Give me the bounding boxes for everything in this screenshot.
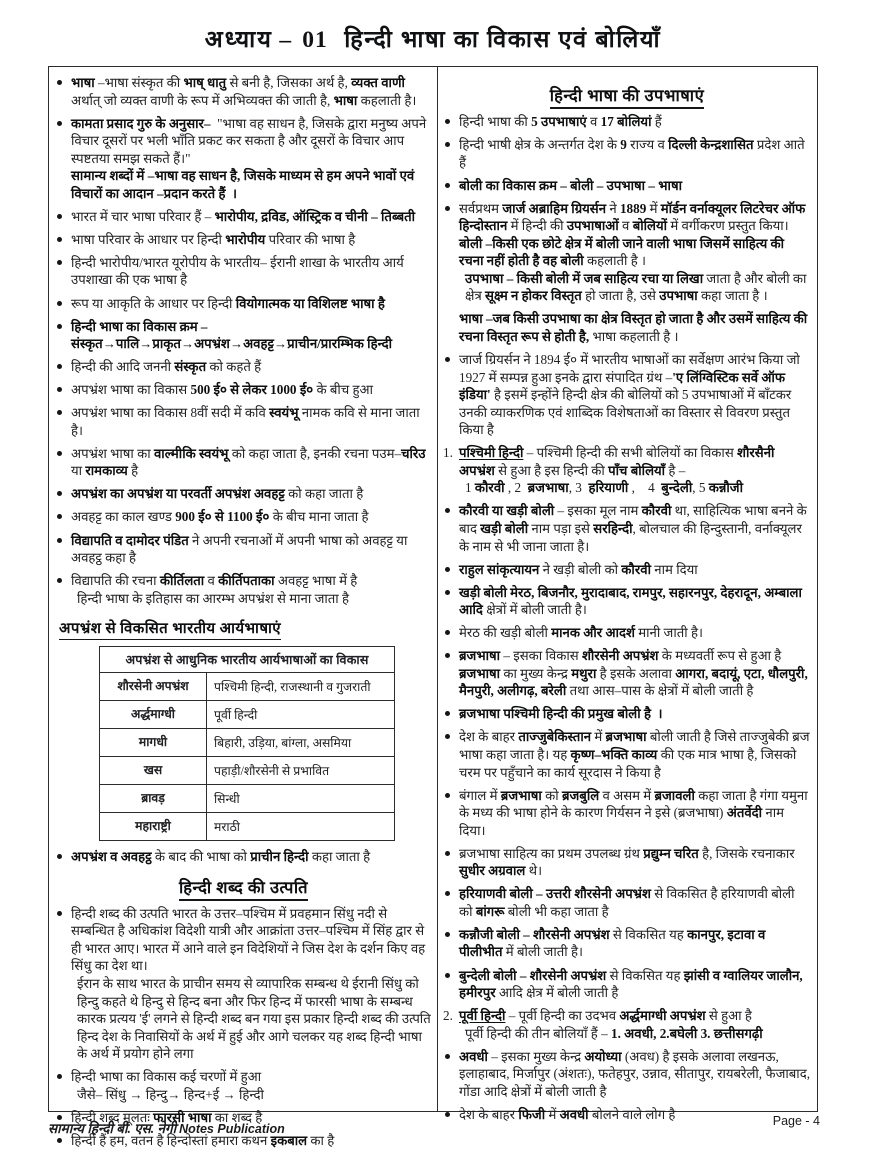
table-cell-source: ब्रावड़ [100, 785, 207, 813]
list-item: देश के बाहर ताज्जुबेकिस्तान में ब्रजभाषा बोली जाती है जिसे ताज्जुबेकी ब्रज भाषा कहा जाता है। यह कृष्ण–भक्ति काव्य की एक मात्र भाषा है, जिसको चरम पर पहुँचाने का कार्य सूरदास ने किया है [443, 728, 811, 781]
definition-bhasha: भाषा –जब किसी उपभाषा का क्षेत्र विस्तृत हो जाता है और उसमें साहित्य की रचना विस्तृत रूप से होती है, भाषा कहलाती है । [459, 311, 808, 345]
list-item-continuation: हिन्दी भाषा के इतिहास का आरम्भ अपभ्रंश से माना जाता है [77, 590, 350, 606]
table-cell-result: बिहारी, उड़िया, बांग्ला, असमिया [207, 729, 395, 757]
list-item: मेरठ की खड़ी बोली मानक और आदर्श मानी जाती है। [443, 624, 811, 642]
footer-credit-hindi: सामान्य हिन्दी बी. एस. नेगी [48, 1121, 177, 1136]
term-bhasha: भाषा [71, 75, 95, 90]
list-item: भारत में चार भाषा परिवार हैं – भारोपीय, द्रविड, ऑस्ट्रिक व चीनी – तिब्बती [55, 208, 432, 226]
list-item: बुन्देली बोली – शौरसेनी अपभ्रंश से विकसित यह झांसी व ग्वालियर जालौन, हमीरपुर आदि क्षेत्र में बोली जाती है [443, 967, 811, 1002]
table-cell-source: मागधी [100, 729, 207, 757]
list-item: राहुल सांकृत्यायन ने खड़ी बोली को कौरवी नाम दिया [443, 561, 811, 579]
list-item: ब्रजभाषा पश्चिमी हिन्दी की प्रमुख बोली है । [443, 705, 811, 723]
list-item: हिन्दी भाषा की 5 उपभाषाएं व 17 बोलियां हैं [443, 113, 811, 131]
section-heading-utpati: हिन्दी शब्द की उत्पति [55, 875, 432, 898]
list-item-continuation: ईरान के साथ भारत के प्राचीन समय से व्यापारिक सम्बन्ध थे ईरानी सिंधु को हिन्दु कहते थे हिन्दु से हिन्द बना और फिर हिन्द में फारसी भाषा के सम्बन्ध कारक प्रत्यय 'ई' लगने से हिन्दी शब्द बन गया इस प्रकार हिन्दी शब्द की उत्पति हिन्द देश के निवासियों के अर्थ में हुई और आगे चलकर यह शब्द हिन्दी भाषा के अर्थ में प्रयोग होने लगा [77, 975, 431, 1062]
item-number: 2. [443, 1008, 453, 1024]
purvi-boli-list: पूर्वी हिन्दी की तीन बोलियाँ हैं – 1. अवधी, 2.बघेली 3. छत्तीसगढ़ी [465, 1025, 763, 1041]
list-item: भाषा –भाषा संस्कृत की भाष् धातु से बनी है, जिसका अर्थ है, व्यक्त वाणी अर्थात् जो व्यक्त वाणी के रूप में अभिव्यक्त की जाती है, भाषा कहलाती है। [55, 74, 432, 109]
list-item: अपभ्रंश व अवहट्ठ के बाद की भाषा को प्राचीन हिन्दी कहा जाता है [55, 848, 432, 866]
chapter-number: 01 [302, 27, 328, 53]
page-number: Page - 4 [772, 1114, 820, 1128]
list-item: हिन्दी की आदि जननी संस्कृत को कहते हैं [55, 358, 432, 376]
list-item: अपभ्रंश भाषा का विकास 8वीं सदी में कवि स्वयंभू नामक कवि से माना जाता है। [55, 404, 432, 439]
list-item: कन्नौजी बोली – शौरसेनी अपभ्रंश से विकसित यह कानपुर, इटावा व पीलीभीत में बोली जाती है। [443, 926, 811, 961]
chapter-dash: – [279, 27, 292, 53]
section-heading-upbhashaen: हिन्दी भाषा की उपभाषाएं [443, 83, 811, 106]
boli-list: 1 कौरवी , 2 ब्रजभाषा, 3 हरियाणी , 4 बुन्देली, 5 कन्नौजी [465, 480, 743, 496]
list-item: सर्वप्रथम जार्ज अब्राहिम ग्रियर्सन ने 1889 में मॉर्डन वर्नाक्यूलर लिटरेचर ऑफ हिन्दोस्तान में हिन्दी की उपभाषाओं व बोलियों में वर्गीकरण प्रस्तुत किया। बोली –किसी एक छोटे क्षेत्र में बोली जाने वाली भाषा जिसमें साहित्य की रचना नहीं होती है वह बोली कहलाती है । उपभाषा – किसी बोली में जब साहित्य रचा या लिखा जाता है और बोली का क्षेत्र सूक्ष्म न होकर विस्तृत हो जाता है, उसे उपभाषा कहा जाता है । [443, 200, 811, 305]
list-item: हिन्दी भारोपीय/भारत यूरोपीय के भारतीय– ईरानी शाखा के भारतीय आर्य उपशाखा की एक भाषा है [55, 254, 432, 289]
list-item: बोली का विकास क्रम – बोली – उपभाषा – भाषा [443, 177, 811, 195]
table-caption: अपभ्रंश से आधुनिक भारतीय आर्यभाषाओं का विकास [100, 647, 395, 673]
table-cell-source: शौरसेनी अपभ्रंश [100, 673, 207, 701]
list-item: अवहट्ट का काल खण्ड 900 ई० से 1100 ई० के बीच माना जाता है [55, 508, 432, 526]
table-row [100, 785, 395, 813]
list-item: विद्यापति व दामोदर पंडित ने अपनी रचनाओं में अपनी भाषा को अवहट्ट या अवहट्ठ कहा है [55, 532, 432, 567]
table-cell-source: महाराष्ट्री [100, 813, 207, 841]
left-bullet-list-3 [55, 905, 432, 1150]
table-body [100, 673, 395, 841]
list-item: रूप या आकृति के आधार पर हिन्दी वियोगात्मक या विशिलष्ट भाषा है [55, 295, 432, 313]
list-item: अपभ्रंश का अपभ्रंश या परवर्ती अपभ्रंश अवहट्ट को कहा जाता है [55, 485, 432, 503]
footer-credit [48, 1119, 285, 1137]
footer-credit-publisher: Notes Publication [179, 1122, 285, 1136]
list-item: देश के बाहर फिजी में अवधी बोलने वाले लोग है [443, 1106, 811, 1124]
section-heading-apbhransh: अपभ्रंश से विकसित भारतीय आर्यभाषाएं [59, 618, 432, 638]
table-cell-result: सिन्धी [207, 785, 395, 813]
list-item: भाषा परिवार के आधार पर हिन्दी भारोपीय परिवार की भाषा है [55, 231, 432, 249]
chapter-title-text: हिन्दी भाषा का विकास एवं बोलियाँ [344, 27, 662, 53]
list-item: हिन्दी भाषी क्षेत्र के अन्तर्गत देश के 9 राज्य व दिल्ली केन्द्रशासित प्रदेश आते हैं [443, 136, 811, 171]
item-number: 1. [443, 445, 453, 461]
table-row [100, 673, 395, 701]
list-item: ब्रजभाषा – इसका विकास शौरसेनी अपभ्रंश के मध्यवर्ती रूप से हुआ है ब्रजभाषा का मुख्य केन्द्र मथुरा है इसके अलावा आगरा, बदायूं, एटा, धौलपुरी, मैनपुरी, अलीगढ़, बरेली तथा आस–पास के क्षेत्रों में बोली जाती है [443, 647, 811, 700]
list-item: कौरवी या खड़ी बोली – इसका मूल नाम कौरवी था, साहित्यिक भाषा बनने के बाद खड़ी बोली नाम पड़ा इसे सरहिन्दी, बोलचाल की हिन्दुस्तानी, वर्नाक्यूलर के नाम से भी जाना जाता है। [443, 502, 811, 555]
table-row [100, 701, 395, 729]
table-cell-result: पश्चिमी हिन्दी, राजस्थानी व गुजराती [207, 673, 395, 701]
list-item: हिन्दी शब्द की उत्पति भारत के उत्तर–पश्चिम में प्रवहमान सिंधु नदी से सम्बन्धित है अधिकांश विदेशी यात्री और आक्रांता उत्तर–पश्चिम में सिंह द्वार से ही भारत आए। भारत में आने वाले इन विदेशियों ने जिस देश के दर्शन किए वह सिंधु का देश था। ईरान के साथ भारत के प्राचीन समय से व्यापारिक सम्बन्ध थे ईरानी सिंधु को हिन्दु कहते थे हिन्दु से हिन्द बना और फिर हिन्द में फारसी भाषा के सम्बन्ध कारक प्रत्यय 'ई' लगने से हिन्दी शब्द बन गया इस प्रकार हिन्दी शब्द की उत्पति हिन्द देश के निवासियों के अर्थ में हुई और आगे चलकर यह शब्द हिन्दी भाषा के अर्थ में प्रयोग होने लगा [55, 905, 432, 1063]
list-item: ब्रजभाषा साहित्य का प्रथम उपलब्ध ग्रंथ प्रद्युम्न चरित है, जिसके रचनाकार सुधीर अग्रवाल थे। [443, 845, 811, 880]
table-cell-result: पहाड़ी/शौरसेनी से प्रभावित [207, 757, 395, 785]
list-item: हरियाणवी बोली – उत्तरी शौरसेनी अपभ्रंश से विकसित है हरियाणवी बोली को बांगरू बोली भी कहा जाता है [443, 885, 811, 920]
table-row [100, 813, 395, 841]
vikas-kram-chain: संस्कृत→पालि→प्राकृत→अपभ्रंश→अवहट्ट→प्राचीन/प्रारम्भिक हिन्दी [71, 336, 393, 352]
numbered-item-paschimi-hindi: 1. पश्चिमी हिन्दी – पश्चिमी हिन्दी की सभी बोलियों का विकास शौरसैनी अपभ्रंश से हुआ है इस हिन्दी की पाँच बोलियाँ है – 1 कौरवी , 2 ब्रजभाषा, 3 हरियाणी , 4 बुन्देली, 5 कन्नौजी [443, 444, 811, 497]
list-item: हिन्दी हैं हम, वतन है हिन्दोस्तां हमारा कथन इकबाल का है [55, 1132, 432, 1150]
table-cell-result: मराठी [207, 813, 395, 841]
left-bullet-list-1 [55, 74, 432, 607]
vikas-chain: जैसे– सिंधु → हिन्दु→ हिन्द+ई → हिन्दी [77, 1086, 264, 1102]
table-cell-source: अर्द्धमाग्धी [100, 701, 207, 729]
list-item-continuation: सामान्य शब्दों में –भाषा वह साधन है, जिसके माध्यम से हम अपने भावों एवं विचारों का आदान –प्रदान करते हैं । [71, 168, 415, 201]
list-item: अपभ्रंश भाषा का वाल्मीकि स्वयंभू को कहा जाता है, इनकी रचना पउम–चरिउ या रामकाव्य है [55, 445, 432, 480]
list-item: हिन्दी भाषा का विकास क्रम – संस्कृत→पालि→प्राकृत→अपभ्रंश→अवहट्ट→प्राचीन/प्रारम्भिक हिन्दी [55, 318, 432, 353]
list-item: हिन्दी शब्द मूलतः फारसी भाषा का शब्द है [55, 1109, 432, 1127]
list-item: बंगाल में ब्रजभाषा को ब्रजबुलि व असम में ब्रजावली कहा जाता है गंगा यमुना के मध्य की भाषा होने के कारण गिर्यसन ने इसे (ब्रजभाषा) अंतर्वेदी नाम दिया। [443, 787, 811, 840]
table-cell-result: पूर्वी हिन्दी [207, 701, 395, 729]
list-item: विद्यापति की रचना कीर्तिलता व कीर्तिपताका अवहट्ट भाषा में है हिन्दी भाषा के इतिहास का आरम्भ अपभ्रंश से माना जाता है [55, 572, 432, 607]
table-row [100, 729, 395, 757]
table-header-row [100, 647, 395, 673]
table-container [55, 646, 432, 841]
numbered-item-purvi-hindi: 2. पूर्वी हिन्दी – पूर्वी हिन्दी का उदभव अर्द्धमाग्धी अपभ्रंश से हुआ है पूर्वी हिन्दी की तीन बोलियाँ हैं – 1. अवधी, 2.बघेली 3. छत्तीसगढ़ी [443, 1007, 811, 1042]
arya-bhasha-development-table [99, 646, 395, 841]
list-item: अवधी – इसका मुख्य केन्द्र अयोध्या (अवध) है इसके अलावा लखनऊ, इलाहाबाद, मिर्जापुर (अंशतः), फतेहपुर, उन्नाव, सीतापुर, रायबरेली, फैजाबाद, गोंडा आदि क्षेत्रों में बोली जाती है [443, 1048, 811, 1101]
table-row [100, 757, 395, 785]
definition-upbhasha: उपभाषा – किसी बोली में जब साहित्य रचा या लिखा जाता है और बोली का क्षेत्र सूक्ष्म न होकर विस्तृत हो जाता है, उसे उपभाषा कहा जाता है । [465, 270, 807, 304]
list-item: हिन्दी भाषा का विकास कई चरणों में हुआ जैसे– सिंधु → हिन्दु→ हिन्द+ई → हिन्दी [55, 1068, 432, 1103]
table-cell-source: खस [100, 757, 207, 785]
list-item: कामता प्रसाद गुरु के अनुसार– "भाषा वह साधन है, जिसके द्वारा मनुष्य अपने विचार दूसरों पर भली भाँति प्रकट कर सकता है और दूसरों के विचार आप स्पष्टतया समझ सकते हैं।" सामान्य शब्दों में –भाषा वह साधन है, जिसके माध्यम से हम अपने भावों एवं विचारों का आदान –प्रदान करते हैं । [55, 115, 432, 203]
list-item: खड़ी बोली मेरठ, बिजनौर, मुरादाबाद, रामपुर, सहारनपुर, देहरादून, अम्बाला आदि क्षेत्रों में बोली जाती है। [443, 584, 811, 619]
right-bullet-list [443, 113, 811, 1123]
chapter-label: अध्याय [204, 27, 273, 53]
page-title [48, 22, 818, 54]
definition-boli: बोली –किसी एक छोटे क्षेत्र में बोली जाने वाली भाषा जिसमें साहित्य की रचना नहीं होती है वह बोली कहलाती है । [459, 235, 785, 269]
list-item: जार्ज ग्रियर्सन ने 1894 ई० में भारतीय भाषाओं का सर्वेक्षण आरंभ किया जो 1927 में सम्पन्न हुआ इनके द्वारा संपादित ग्रंथ –'ए लिंग्विस्टिक सर्वे ऑफ इंडिया' है इसमें इन्होंने हिन्दी क्षेत्र की बोलियों को 5 उपभाषाओं में बाँटकर उनकी व्याकरणिक एवं शाब्दिक विशेषताओं का विस्तार से विवरण प्रस्तुत किया है [443, 351, 811, 439]
left-bullet-list-2 [55, 848, 432, 866]
list-item: अपभ्रंश भाषा का विकास 500 ई० से लेकर 1000 ई० के बीच हुआ [55, 381, 432, 399]
